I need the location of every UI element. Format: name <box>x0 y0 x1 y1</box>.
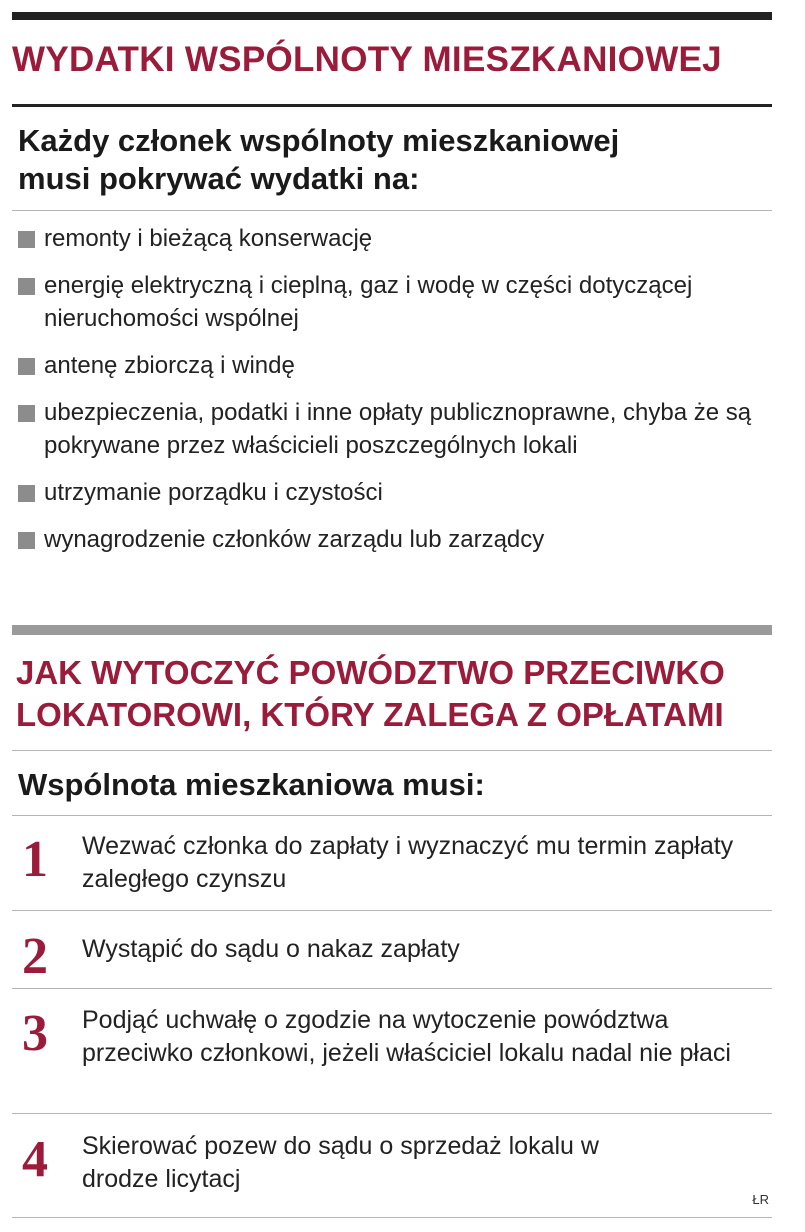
square-bullet-icon <box>18 532 35 549</box>
square-bullet-icon <box>18 405 35 422</box>
section-divider <box>12 625 772 635</box>
square-bullet-icon <box>18 358 35 375</box>
section1-intro <box>18 122 738 198</box>
step-4 <box>12 1130 772 1210</box>
step-3 <box>12 1004 772 1109</box>
section1-title: WYDATKI WSPÓLNOTY MIESZKANIOWEJ <box>12 40 722 79</box>
intro-divider <box>12 210 772 211</box>
step-2 <box>12 927 772 985</box>
square-bullet-icon <box>18 278 35 295</box>
section2-subtitle: Wspólnota mieszkaniowa musi: <box>18 767 485 802</box>
list-item: antenę zbiorczą i windę <box>18 349 772 382</box>
step-number: 3 <box>22 1005 48 1062</box>
square-bullet-icon <box>18 231 35 248</box>
subtitle-divider <box>12 815 772 816</box>
step-number: 4 <box>22 1131 48 1188</box>
step-divider <box>12 988 772 989</box>
square-bullet-icon <box>18 485 35 502</box>
list-item: wynagrodzenie członków zarządu lub zarządcy <box>18 523 772 556</box>
step-text: Skierować pozew do sądu o sprzedaż lokalu w drodze licytacj <box>82 1132 599 1193</box>
list-item: ubezpieczenia, podatki i inne opłaty publicznoprawne, chyba że są pokrywane przez właścicieli poszczególnych lokali <box>18 396 772 462</box>
step-text: Wezwać członka do zapłaty i wyznaczyć mu termin zapłaty zaległego czynszu <box>82 832 734 893</box>
section2-title-line-1: JAK WYTOCZYĆ POWÓDZTWO PRZECIWKO <box>16 654 725 691</box>
list-item: energię elektryczną i cieplną, gaz i wodę w części dotyczącej nieruchomości wspólnej <box>18 269 772 335</box>
step-text: Podjąć uchwałę o zgodzie na wytoczenie powództwa przeciwko członkowi, jeżeli właściciel lokalu nadal nie płaci <box>82 1006 731 1067</box>
top-rule <box>12 12 772 20</box>
section2-title-divider <box>12 750 772 751</box>
list-item: remonty i bieżącą konserwację <box>18 222 772 255</box>
step-divider <box>12 1113 772 1114</box>
list-item: utrzymanie porządku i czystości <box>18 476 772 509</box>
step-divider <box>12 910 772 911</box>
expenses-list <box>18 222 772 570</box>
intro-line-2: musi pokrywać wydatki na: <box>18 161 420 196</box>
step-number: 2 <box>22 928 48 985</box>
step-1 <box>12 830 772 910</box>
intro-line-1: Każdy członek wspólnoty mieszkaniowej <box>18 123 620 158</box>
title-divider <box>12 104 772 107</box>
step-text: Wystąpić do sądu o nakaz zapłaty <box>82 935 460 963</box>
bottom-divider <box>12 1217 772 1218</box>
section2-title <box>16 652 756 736</box>
section2-title-line-2: LOKATOROWI, KTÓRY ZALEGA Z OPŁATAMI <box>16 696 724 733</box>
author-credit: ŁR <box>752 1192 769 1207</box>
step-number: 1 <box>22 831 48 888</box>
